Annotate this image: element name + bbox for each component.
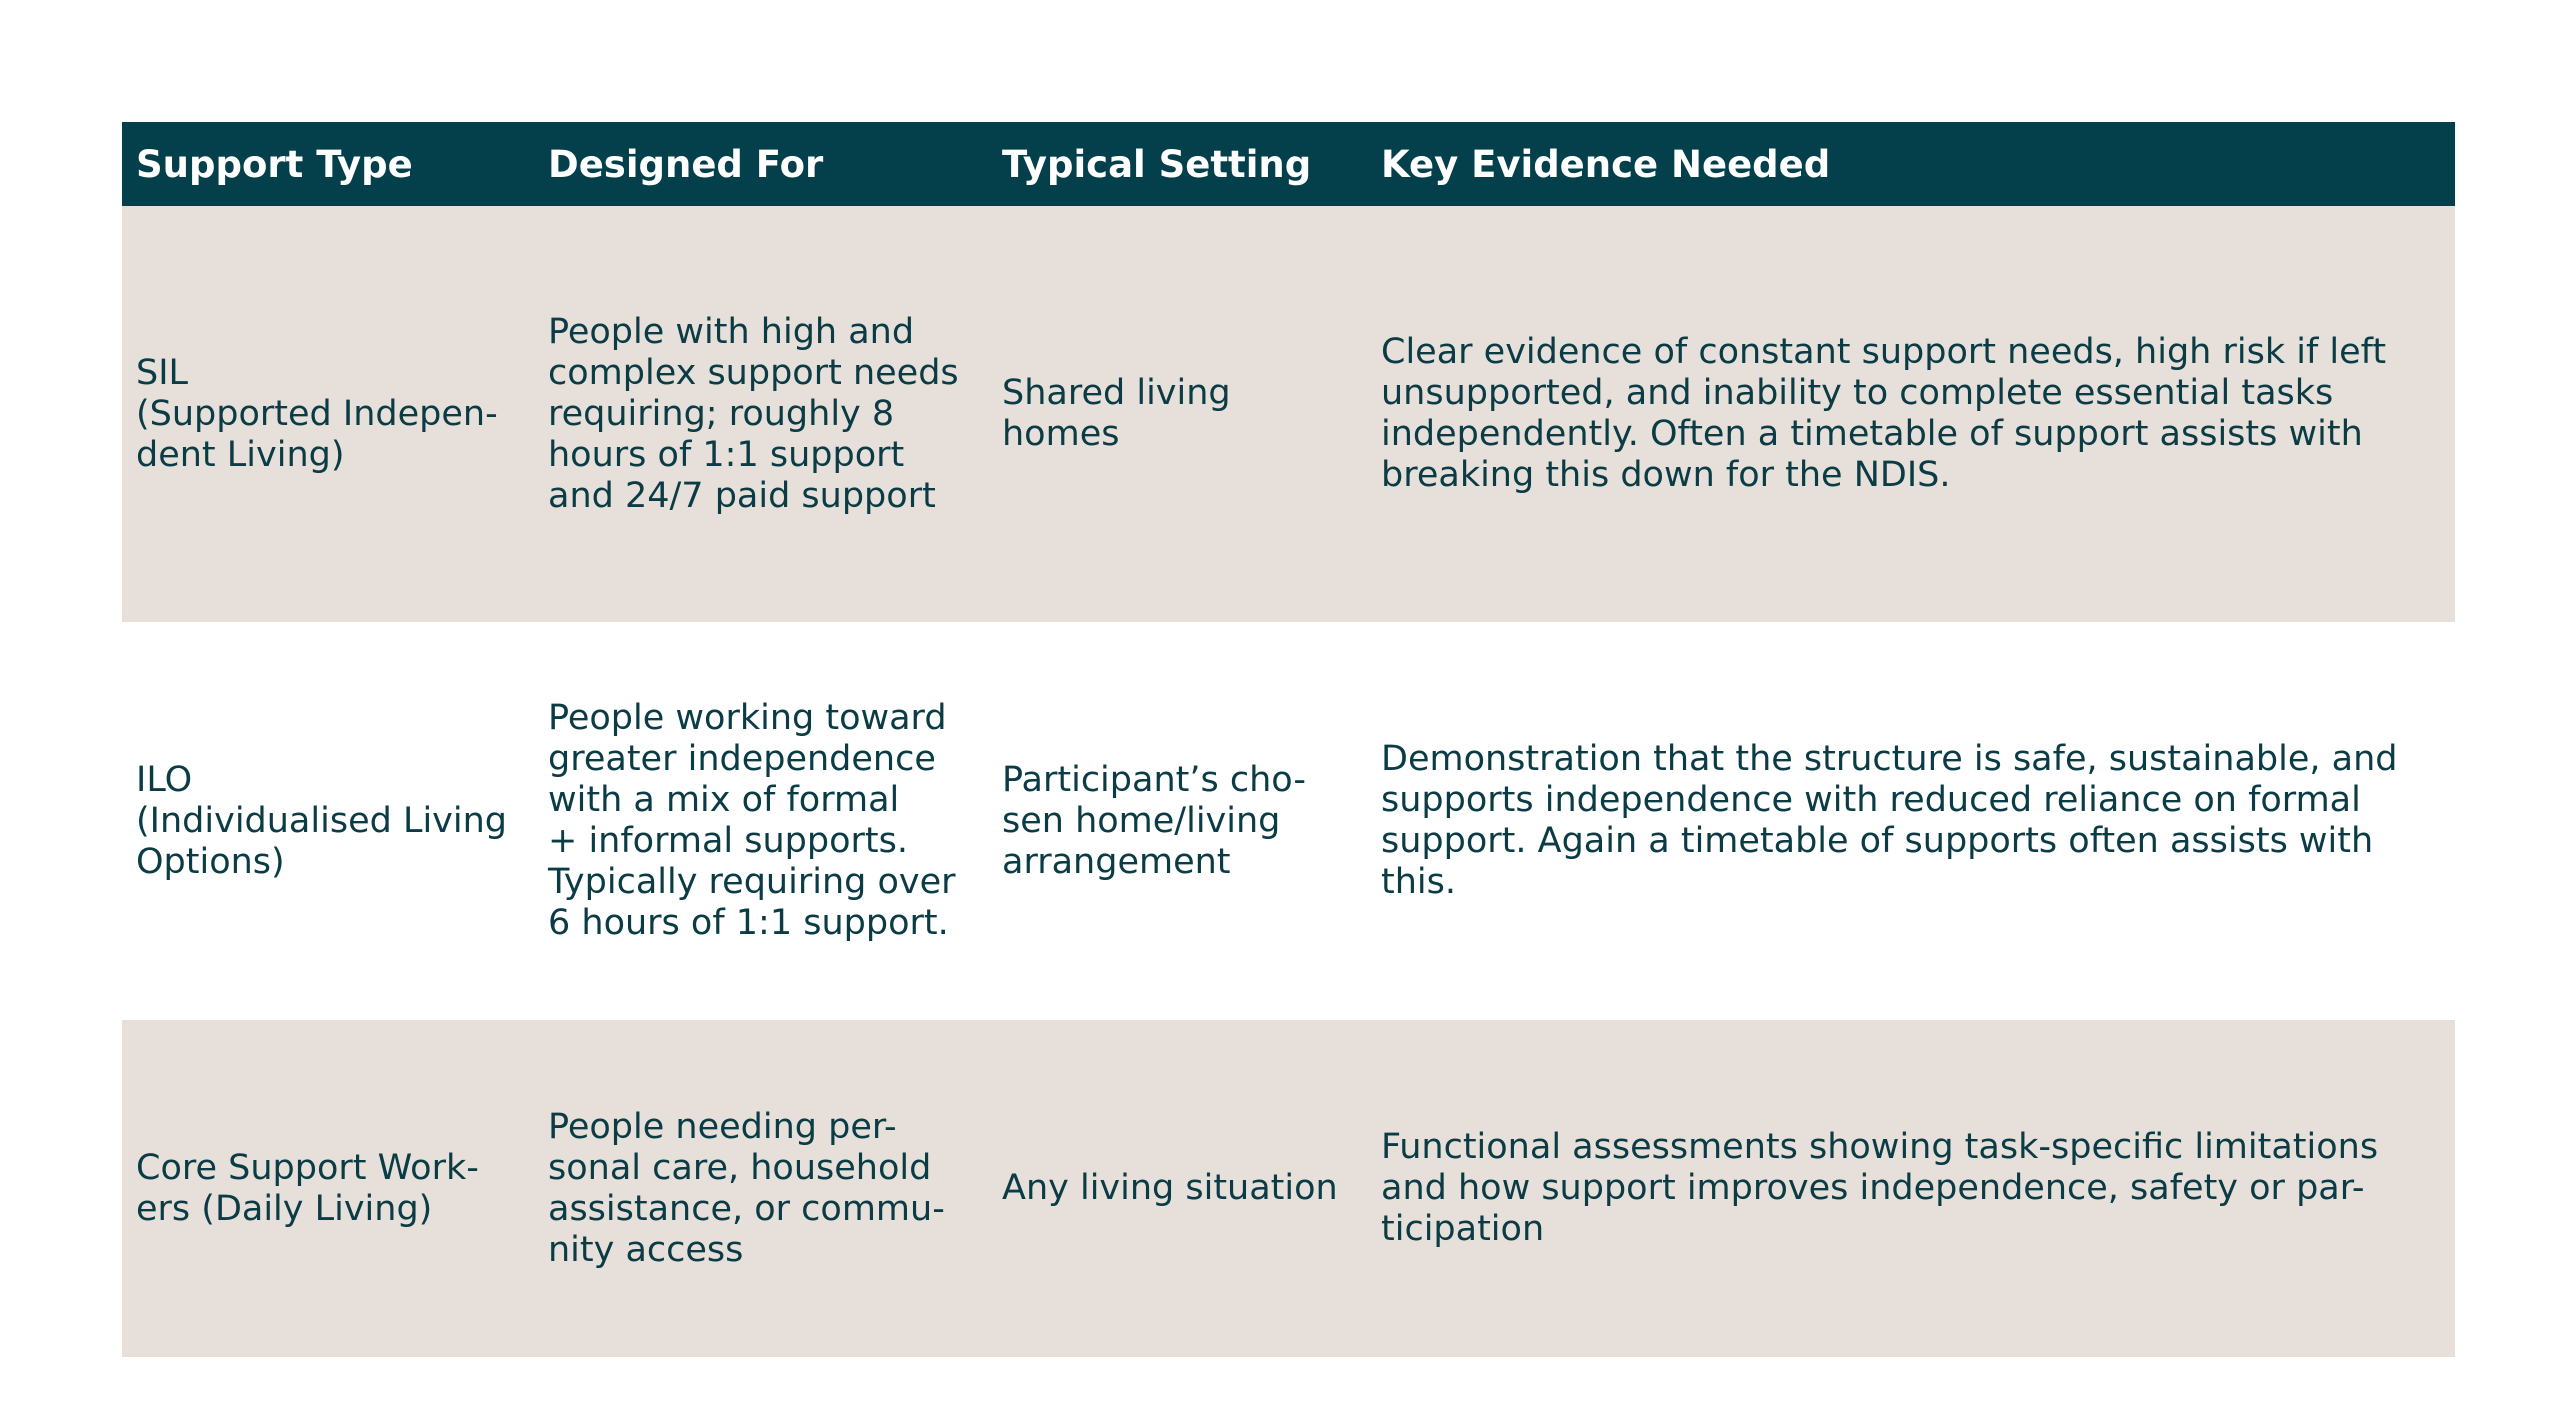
cell-typical-setting: Any living situation — [1002, 1168, 1338, 1208]
cell-key-evidence: Clear evidence of constant support needs, high risk if left unsupported, and inability to complete essential tasks independently. Often a timetable of support assists with breaking this down for the NDIS. — [1381, 332, 2387, 495]
cell-support-type: ILO (Individualised Living Options) — [136, 759, 508, 882]
table-row-sil — [122, 206, 2455, 622]
table-row-core-support — [122, 1020, 2455, 1357]
cell-typical-setting: Shared living homes — [1002, 373, 1231, 454]
cell-designed-for: People with high and complex support needs requiring; roughly 8 hours of 1:1 support and 24/7 paid support — [548, 311, 959, 516]
cell-designed-for: People needing per- sonal care, household assistance, or commu- nity access — [548, 1106, 945, 1270]
table-row-ilo — [122, 622, 2455, 1020]
header-typical-setting: Typical Setting — [1002, 142, 1312, 186]
header-support-type: Support Type — [136, 142, 413, 186]
cell-typical-setting: Participant’s cho- sen home/living arrangement — [1002, 759, 1306, 882]
cell-key-evidence: Functional assessments showing task-specific limitations and how support improves independence, safety or par- ticipation — [1381, 1127, 2379, 1249]
cell-support-type: Core Support Work- ers (Daily Living) — [136, 1147, 479, 1229]
cell-designed-for: People working toward greater independence with a mix of formal + informal supports. Typically requiring over 6 hours of 1:1 support. — [548, 698, 956, 943]
header-key-evidence: Key Evidence Needed — [1381, 142, 1831, 186]
support-comparison-table — [122, 122, 2455, 1357]
table-header-row — [122, 122, 2455, 206]
header-designed-for: Designed For — [548, 142, 824, 186]
cell-key-evidence: Demonstration that the structure is safe, sustainable, and supports independence with reduced reliance on formal support. Again a timetable of supports often assists with this. — [1381, 739, 2398, 902]
cell-support-type: SIL (Supported Indepen- dent Living) — [136, 352, 498, 475]
